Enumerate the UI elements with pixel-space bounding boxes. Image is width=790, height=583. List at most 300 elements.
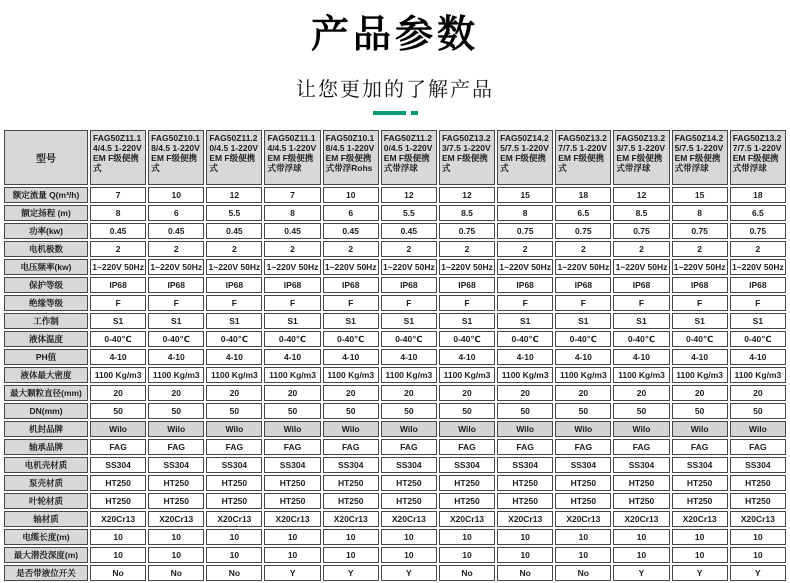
value-cell: HT250 — [148, 475, 204, 491]
value-cell: 1100 Kg/m3 — [323, 367, 379, 383]
row-label-cell: 绝缘等级 — [4, 295, 88, 311]
value-cell: 12 — [613, 187, 669, 203]
accent-dot — [411, 111, 418, 115]
value-cell: SS304 — [323, 457, 379, 473]
value-cell: F — [672, 295, 728, 311]
value-cell: 1~220V 50Hz — [439, 259, 495, 275]
spec-row — [4, 331, 786, 347]
spec-row — [4, 403, 786, 419]
row-label-cell: 液体温度 — [4, 331, 88, 347]
spec-row — [4, 421, 786, 437]
value-cell: 10 — [497, 547, 553, 563]
value-cell: HT250 — [264, 475, 320, 491]
value-cell: 1~220V 50Hz — [555, 259, 611, 275]
value-cell: 10 — [264, 547, 320, 563]
row-label-cell: DN(mm) — [4, 403, 88, 419]
value-cell: 8.5 — [439, 205, 495, 221]
value-cell: 1~220V 50Hz — [381, 259, 437, 275]
value-cell: IP68 — [90, 277, 146, 293]
value-cell: 0.45 — [381, 223, 437, 239]
value-cell: 50 — [672, 403, 728, 419]
value-cell: 2 — [497, 241, 553, 257]
model-header-cell: FAG50Z13.23/7.5 1-220V EM F级便携式 — [439, 130, 495, 185]
value-cell: 0-40℃ — [497, 331, 553, 347]
value-cell: 0.75 — [439, 223, 495, 239]
value-cell: Wilo — [323, 421, 379, 437]
value-cell: S1 — [264, 313, 320, 329]
value-cell: X20Cr13 — [672, 511, 728, 527]
value-cell: 1~220V 50Hz — [672, 259, 728, 275]
value-cell: 1100 Kg/m3 — [381, 367, 437, 383]
value-cell: SS304 — [672, 457, 728, 473]
value-cell: 0-40℃ — [206, 331, 262, 347]
value-cell: 20 — [613, 385, 669, 401]
value-cell: 0-40℃ — [323, 331, 379, 347]
value-cell: HT250 — [323, 475, 379, 491]
value-cell: Y — [323, 565, 379, 581]
value-cell: SS304 — [381, 457, 437, 473]
value-cell: 20 — [323, 385, 379, 401]
value-cell: S1 — [730, 313, 786, 329]
value-cell: No — [90, 565, 146, 581]
value-cell: 0-40℃ — [264, 331, 320, 347]
value-cell: 20 — [497, 385, 553, 401]
value-cell: 10 — [613, 529, 669, 545]
value-cell: HT250 — [439, 493, 495, 509]
value-cell: 10 — [206, 529, 262, 545]
value-cell: 10 — [90, 547, 146, 563]
model-header-cell: FAG50Z11.20/4.5 1-220V EM F级便携式带浮球 — [381, 130, 437, 185]
spec-row — [4, 367, 786, 383]
value-cell: 10 — [323, 187, 379, 203]
value-cell: 4-10 — [90, 349, 146, 365]
value-cell: 4-10 — [730, 349, 786, 365]
value-cell: 2 — [555, 241, 611, 257]
value-cell: 4-10 — [555, 349, 611, 365]
value-cell: 2 — [613, 241, 669, 257]
value-cell: 4-10 — [497, 349, 553, 365]
model-header-row — [4, 130, 786, 185]
value-cell: FAG — [148, 439, 204, 455]
value-cell: IP68 — [323, 277, 379, 293]
value-cell: IP68 — [672, 277, 728, 293]
value-cell: X20Cr13 — [497, 511, 553, 527]
spec-row — [4, 511, 786, 527]
value-cell: X20Cr13 — [206, 511, 262, 527]
spec-row — [4, 385, 786, 401]
value-cell: 0.75 — [613, 223, 669, 239]
value-cell: 4-10 — [206, 349, 262, 365]
value-cell: HT250 — [613, 475, 669, 491]
value-cell: X20Cr13 — [90, 511, 146, 527]
value-cell: HT250 — [555, 493, 611, 509]
value-cell: HT250 — [497, 475, 553, 491]
page-subtitle: 让您更加的了解产品 — [296, 78, 494, 101]
value-cell: S1 — [672, 313, 728, 329]
value-cell: 20 — [730, 385, 786, 401]
row-label-cell: 电机壳材质 — [4, 457, 88, 473]
value-cell: 0.75 — [672, 223, 728, 239]
value-cell: 50 — [90, 403, 146, 419]
model-header-cell: FAG50Z13.27/7.5 1-220V EM F级便携式 — [555, 130, 611, 185]
value-cell: 15 — [672, 187, 728, 203]
value-cell: 1100 Kg/m3 — [730, 367, 786, 383]
value-cell: F — [613, 295, 669, 311]
spec-row — [4, 457, 786, 473]
value-cell: 2 — [323, 241, 379, 257]
row-label-cell: 机封品牌 — [4, 421, 88, 437]
value-cell: 20 — [206, 385, 262, 401]
value-cell: 8 — [264, 205, 320, 221]
value-cell: 10 — [148, 547, 204, 563]
value-cell: X20Cr13 — [555, 511, 611, 527]
value-cell: HT250 — [381, 493, 437, 509]
value-cell: FAG — [439, 439, 495, 455]
model-header-cell: FAG50Z13.27/7.5 1-220V EM F级便携式带浮球 — [730, 130, 786, 185]
model-header-cell: FAG50Z10.18/4.5 1-220V EM F级便携式 — [148, 130, 204, 185]
value-cell: F — [439, 295, 495, 311]
value-cell: S1 — [148, 313, 204, 329]
value-cell: 10 — [148, 187, 204, 203]
value-cell: 1100 Kg/m3 — [148, 367, 204, 383]
value-cell: 1~220V 50Hz — [323, 259, 379, 275]
value-cell: 1~220V 50Hz — [206, 259, 262, 275]
value-cell: 20 — [439, 385, 495, 401]
value-cell: S1 — [439, 313, 495, 329]
value-cell: HT250 — [672, 475, 728, 491]
value-cell: Wilo — [497, 421, 553, 437]
value-cell: X20Cr13 — [439, 511, 495, 527]
value-cell: 2 — [206, 241, 262, 257]
value-cell: 4-10 — [672, 349, 728, 365]
value-cell: FAG — [730, 439, 786, 455]
value-cell: X20Cr13 — [148, 511, 204, 527]
value-cell: No — [206, 565, 262, 581]
value-cell: F — [264, 295, 320, 311]
value-cell: 20 — [264, 385, 320, 401]
value-cell: S1 — [381, 313, 437, 329]
value-cell: 0-40℃ — [672, 331, 728, 347]
spec-row — [4, 475, 786, 491]
value-cell: 20 — [555, 385, 611, 401]
value-cell: S1 — [497, 313, 553, 329]
value-cell: X20Cr13 — [730, 511, 786, 527]
spec-row — [4, 295, 786, 311]
row-label-cell: 电压频率(kw) — [4, 259, 88, 275]
spec-row — [4, 241, 786, 257]
value-cell: 4-10 — [439, 349, 495, 365]
value-cell: 4-10 — [323, 349, 379, 365]
spec-row — [4, 547, 786, 563]
value-cell: HT250 — [497, 493, 553, 509]
value-cell: No — [148, 565, 204, 581]
value-cell: X20Cr13 — [613, 511, 669, 527]
value-cell: HT250 — [90, 475, 146, 491]
value-cell: 6.5 — [555, 205, 611, 221]
value-cell: SS304 — [730, 457, 786, 473]
model-header-cell: FAG50Z14.25/7.5 1-220V EM F级便携式带浮球 — [672, 130, 728, 185]
value-cell: X20Cr13 — [381, 511, 437, 527]
spec-table-wrap — [0, 128, 790, 583]
value-cell: HT250 — [555, 475, 611, 491]
value-cell: IP68 — [555, 277, 611, 293]
value-cell: 8.5 — [613, 205, 669, 221]
value-cell: 10 — [381, 529, 437, 545]
value-cell: 20 — [672, 385, 728, 401]
value-cell: IP68 — [148, 277, 204, 293]
value-cell: 50 — [439, 403, 495, 419]
value-cell: F — [148, 295, 204, 311]
value-cell: IP68 — [730, 277, 786, 293]
value-cell: Y — [730, 565, 786, 581]
value-cell: 0-40℃ — [148, 331, 204, 347]
value-cell: 10 — [90, 529, 146, 545]
value-cell: 4-10 — [381, 349, 437, 365]
spec-row — [4, 205, 786, 221]
value-cell: 0.45 — [148, 223, 204, 239]
value-cell: 4-10 — [613, 349, 669, 365]
value-cell: HT250 — [323, 493, 379, 509]
row-label-cell: 电机极数 — [4, 241, 88, 257]
value-cell: 4-10 — [264, 349, 320, 365]
value-cell: 0.75 — [497, 223, 553, 239]
value-cell: 0-40℃ — [439, 331, 495, 347]
value-cell: 1~220V 50Hz — [497, 259, 553, 275]
spec-table — [2, 128, 788, 583]
page-header — [0, 0, 790, 116]
value-cell: 10 — [439, 547, 495, 563]
value-cell: 1100 Kg/m3 — [613, 367, 669, 383]
value-cell: 1~220V 50Hz — [264, 259, 320, 275]
value-cell: 10 — [439, 529, 495, 545]
value-cell: X20Cr13 — [323, 511, 379, 527]
value-cell: 1~220V 50Hz — [148, 259, 204, 275]
value-cell: Wilo — [439, 421, 495, 437]
value-cell: S1 — [206, 313, 262, 329]
value-cell: 2 — [439, 241, 495, 257]
value-cell: SS304 — [555, 457, 611, 473]
value-cell: Wilo — [264, 421, 320, 437]
value-cell: HT250 — [439, 475, 495, 491]
value-cell: F — [323, 295, 379, 311]
value-cell: 50 — [323, 403, 379, 419]
value-cell: 6 — [323, 205, 379, 221]
value-cell: 50 — [381, 403, 437, 419]
value-cell: HT250 — [613, 493, 669, 509]
value-cell: 1~220V 50Hz — [90, 259, 146, 275]
value-cell: IP68 — [497, 277, 553, 293]
value-cell: SS304 — [148, 457, 204, 473]
value-cell: 0-40℃ — [381, 331, 437, 347]
value-cell: 1100 Kg/m3 — [90, 367, 146, 383]
value-cell: FAG — [497, 439, 553, 455]
value-cell: 10 — [555, 547, 611, 563]
value-cell: 12 — [381, 187, 437, 203]
value-cell: 50 — [730, 403, 786, 419]
value-cell: 10 — [555, 529, 611, 545]
value-cell: 2 — [264, 241, 320, 257]
value-cell: 0-40℃ — [613, 331, 669, 347]
value-cell: Wilo — [672, 421, 728, 437]
value-cell: SS304 — [206, 457, 262, 473]
value-cell: S1 — [323, 313, 379, 329]
value-cell: 0-40℃ — [555, 331, 611, 347]
value-cell: 2 — [90, 241, 146, 257]
value-cell: 10 — [730, 529, 786, 545]
row-label-cell: 最大颗粒直径(mm) — [4, 385, 88, 401]
value-cell: HT250 — [206, 493, 262, 509]
value-cell: FAG — [90, 439, 146, 455]
value-cell: 50 — [264, 403, 320, 419]
value-cell: Wilo — [148, 421, 204, 437]
value-cell: SS304 — [613, 457, 669, 473]
value-cell: 1100 Kg/m3 — [439, 367, 495, 383]
spec-row — [4, 565, 786, 581]
value-cell: 10 — [381, 547, 437, 563]
value-cell: 5.5 — [206, 205, 262, 221]
value-cell: HT250 — [148, 493, 204, 509]
row-label-cell: 轴材质 — [4, 511, 88, 527]
row-label-cell: 最大潜没深度(m) — [4, 547, 88, 563]
value-cell: SS304 — [264, 457, 320, 473]
value-cell: 10 — [148, 529, 204, 545]
value-cell: 0-40℃ — [730, 331, 786, 347]
value-cell: 0-40℃ — [90, 331, 146, 347]
value-cell: Y — [613, 565, 669, 581]
spec-row — [4, 187, 786, 203]
value-cell: HT250 — [672, 493, 728, 509]
value-cell: FAG — [381, 439, 437, 455]
row-label-cell: 功率(kw) — [4, 223, 88, 239]
value-cell: F — [206, 295, 262, 311]
value-cell: No — [555, 565, 611, 581]
value-cell: FAG — [672, 439, 728, 455]
value-cell: 6.5 — [730, 205, 786, 221]
value-cell: F — [381, 295, 437, 311]
value-cell: HT250 — [206, 475, 262, 491]
value-cell: HT250 — [730, 475, 786, 491]
value-cell: 12 — [206, 187, 262, 203]
spec-row — [4, 493, 786, 509]
value-cell: 8 — [90, 205, 146, 221]
spec-table-body — [4, 187, 786, 581]
value-cell: FAG — [206, 439, 262, 455]
value-cell: 7 — [264, 187, 320, 203]
row-label-cell: 是否带液位开关 — [4, 565, 88, 581]
value-cell: IP68 — [613, 277, 669, 293]
value-cell: No — [497, 565, 553, 581]
value-cell: 1~220V 50Hz — [613, 259, 669, 275]
value-cell: 0.45 — [90, 223, 146, 239]
value-cell: 1100 Kg/m3 — [264, 367, 320, 383]
value-cell: Wilo — [381, 421, 437, 437]
spec-row — [4, 439, 786, 455]
value-cell: Y — [381, 565, 437, 581]
row-label-cell: 泵壳材质 — [4, 475, 88, 491]
row-label-cell: 额定流量 Q(m³/h) — [4, 187, 88, 203]
value-cell: SS304 — [497, 457, 553, 473]
model-header-cell: FAG50Z11.14/4.5 1-220V EM F级便携式带浮球 — [264, 130, 320, 185]
value-cell: Wilo — [206, 421, 262, 437]
value-cell: No — [439, 565, 495, 581]
value-cell: Wilo — [730, 421, 786, 437]
value-cell: IP68 — [206, 277, 262, 293]
accent-bar — [373, 111, 406, 115]
model-label-cell: 型号 — [4, 130, 88, 185]
value-cell: SS304 — [90, 457, 146, 473]
value-cell: 50 — [613, 403, 669, 419]
value-cell: Wilo — [555, 421, 611, 437]
value-cell: 20 — [90, 385, 146, 401]
spec-row — [4, 529, 786, 545]
row-label-cell: PH值 — [4, 349, 88, 365]
value-cell: 50 — [555, 403, 611, 419]
value-cell: 10 — [264, 529, 320, 545]
value-cell: 10 — [323, 529, 379, 545]
value-cell: 18 — [555, 187, 611, 203]
value-cell: 10 — [206, 547, 262, 563]
row-label-cell: 液体最大密度 — [4, 367, 88, 383]
value-cell: 0.75 — [730, 223, 786, 239]
spec-row — [4, 313, 786, 329]
value-cell: F — [555, 295, 611, 311]
value-cell: IP68 — [381, 277, 437, 293]
value-cell: 8 — [672, 205, 728, 221]
value-cell: 10 — [613, 547, 669, 563]
value-cell: S1 — [613, 313, 669, 329]
value-cell: 20 — [381, 385, 437, 401]
value-cell: 1100 Kg/m3 — [497, 367, 553, 383]
model-header-cell: FAG50Z10.18/4.5 1-220V EM F级便携式带浮Rohs — [323, 130, 379, 185]
value-cell: 2 — [148, 241, 204, 257]
value-cell: F — [90, 295, 146, 311]
model-header-cell: FAG50Z11.14/4.5 1-220V EM F级便携式 — [90, 130, 146, 185]
row-label-cell: 电缆长度(m) — [4, 529, 88, 545]
value-cell: X20Cr13 — [264, 511, 320, 527]
value-cell: 1100 Kg/m3 — [206, 367, 262, 383]
value-cell: 0.75 — [555, 223, 611, 239]
value-cell: SS304 — [439, 457, 495, 473]
value-cell: 10 — [672, 547, 728, 563]
value-cell: FAG — [555, 439, 611, 455]
model-header-cell: FAG50Z11.20/4.5 1-220V EM F级便携式 — [206, 130, 262, 185]
value-cell: 4-10 — [148, 349, 204, 365]
model-header-cell: FAG50Z14.25/7.5 1-220V EM F级便携式 — [497, 130, 553, 185]
value-cell: 0.45 — [264, 223, 320, 239]
value-cell: 15 — [497, 187, 553, 203]
page-title: 产品参数 — [310, 14, 479, 56]
row-label-cell: 额定扬程 (m) — [4, 205, 88, 221]
spec-row — [4, 349, 786, 365]
value-cell: FAG — [264, 439, 320, 455]
value-cell: S1 — [90, 313, 146, 329]
value-cell: S1 — [555, 313, 611, 329]
value-cell: HT250 — [90, 493, 146, 509]
value-cell: 50 — [206, 403, 262, 419]
value-cell: 50 — [497, 403, 553, 419]
spec-row — [4, 223, 786, 239]
value-cell: 10 — [323, 547, 379, 563]
value-cell: F — [730, 295, 786, 311]
value-cell: Wilo — [90, 421, 146, 437]
value-cell: 0.45 — [323, 223, 379, 239]
value-cell: 2 — [672, 241, 728, 257]
value-cell: 6 — [148, 205, 204, 221]
model-header-cell: FAG50Z13.23/7.5 1-220V EM F级便携式带浮球 — [613, 130, 669, 185]
value-cell: Wilo — [613, 421, 669, 437]
value-cell: 10 — [497, 529, 553, 545]
value-cell: 10 — [730, 547, 786, 563]
